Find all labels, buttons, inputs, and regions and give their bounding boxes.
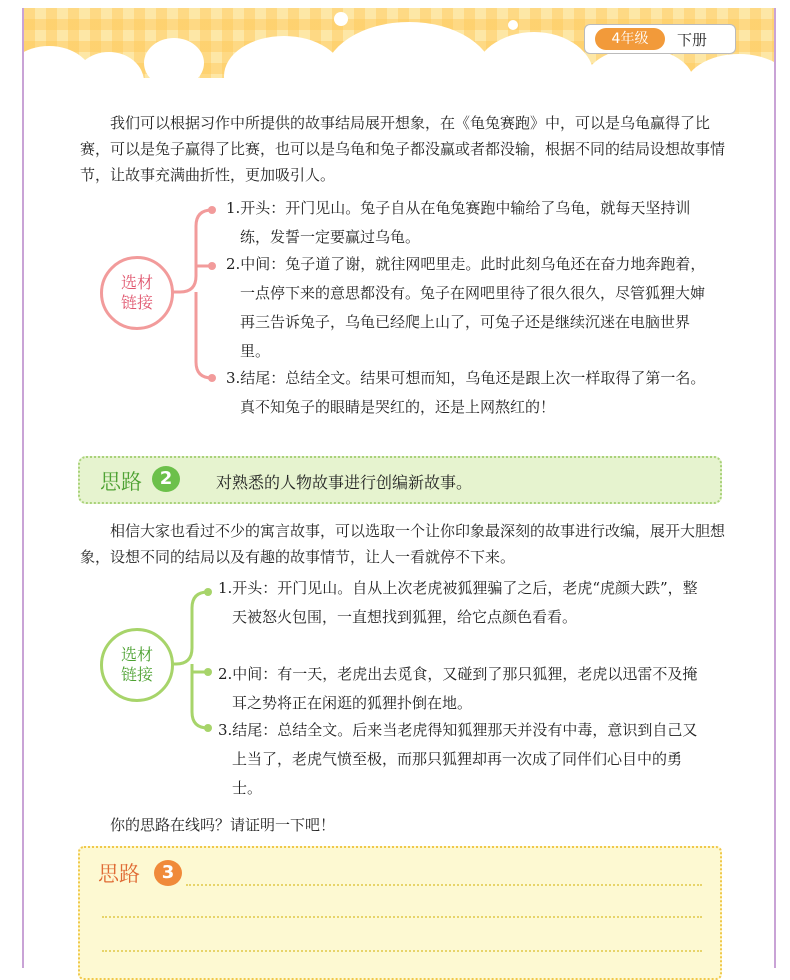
writing-line[interactable] [186,884,702,886]
grade-label: 4年级 [595,28,665,50]
idea2-number: 2 [152,466,180,492]
paragraph-2: 相信大家也看过不少的寓言故事，可以选取一个让你印象最深刻的故事进行改编，展开大胆想象，设想不同的结局以及有趣的故事情节，让人一看就停不下来。 [80,522,726,566]
cloud-decoration [508,20,518,30]
list-item: 1.开头：开门见山。自从上次老虎被狐狸骗了之后，老虎“虎颜大跌”，整天被怒火包围，一直想找到狐狸，给它点颜色看看。 [218,579,698,626]
writing-line[interactable] [102,916,702,918]
list-item: 3.结尾：总结全文。结果可想而知，乌龟还是跟上次一样取得了第一名。真不知兔子的眼睛是哭红的，还是上网熬红的！ [226,369,706,416]
bullet-dot [204,588,212,596]
idea3-label: 思路 [98,862,140,886]
tag-line-1: 选材 [120,273,153,292]
intro-paragraph: 我们可以根据习作中所提供的故事结局展开想象，在《龟兔赛跑》中，可以是乌龟赢得了比赛，可以是兔子赢得了比赛，也可以是乌龟和兔子都没赢或者都没输，根据不同的结局设想故事情节，让故事充满曲折性，更加吸引人。 [80,114,726,184]
tag-bubble [100,628,174,702]
idea3-number: 3 [154,860,182,886]
idea2-banner [78,456,722,504]
list-item: 2.中间：有一天，老虎出去觅食，又碰到了那只狐狸，老虎以迅雷不及掩耳之势将正在闲逛的狐狸扑倒在地。 [218,665,698,712]
tag-line-2: 链接 [120,665,153,684]
tag-line-2: 链接 [120,293,153,312]
idea2-label: 思路 [100,470,142,494]
idea2-text: 对熟悉的人物故事进行创编新故事。 [216,473,473,492]
cloud-decoration [324,22,494,78]
bullet-dot [204,668,212,676]
list-item: 3.结尾：总结全文。后来当老虎得知狐狸那天并没有中毒，意识到自己又上当了，老虎气愤至极，而那只狐狸却再一次成了同伴们心目中的勇士。 [218,721,698,797]
volume-label: 下册 [677,31,708,49]
bullet-dot [208,262,216,270]
cloud-decoration [144,38,204,78]
tag-bubble [100,256,174,330]
list-item: 2.中间：兔子道了谢，就往网吧里走。此时此刻乌龟还在奋力地奔跑着，一点停下来的意思都没有。兔子在网吧里待了很久很久，尽管狐狸大婶再三告诉兔子，乌龟已经爬上山了，可兔子还是继续沉迷在电脑世界里。 [226,255,706,360]
list-item: 1.开头：开门见山。兔子自从在龟兔赛跑中输给了乌龟，就每天坚持训练，发誓一定要赢过乌龟。 [226,199,691,246]
cloud-decoration [334,12,348,26]
prompt-text: 你的思路在线吗？请证明一下吧！ [110,816,336,834]
tag-line-1: 选材 [120,645,153,664]
header-band [24,8,774,78]
writing-line[interactable] [102,950,702,952]
bullet-dot [204,724,212,732]
bullet-dot [208,206,216,214]
cloud-decoration [684,54,774,78]
bullet-dot [208,374,216,382]
cloud-decoration [250,54,260,64]
cloud-decoration [474,32,594,78]
cloud-decoration [74,52,144,78]
grade-tab [584,24,736,54]
